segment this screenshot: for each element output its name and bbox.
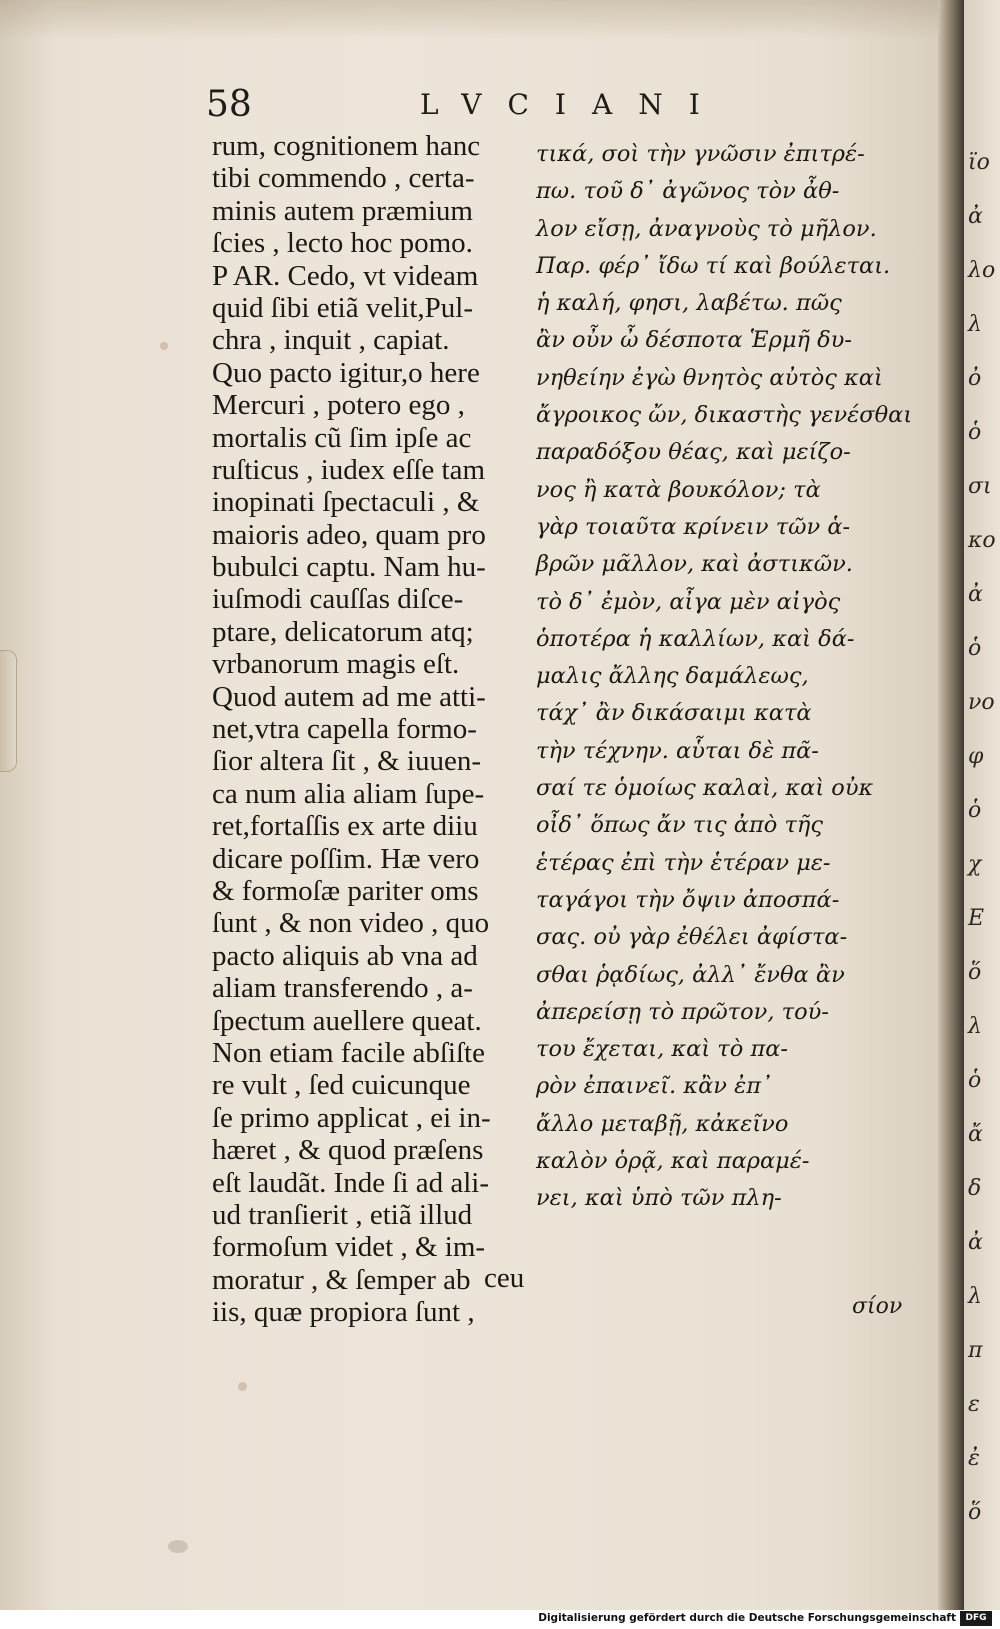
facing-page-fragment: φ (968, 744, 984, 769)
latin-text-line: hæret , & quod præſens (212, 1134, 484, 1167)
facing-page-fragment: ἀ (968, 204, 983, 229)
facing-page-fragment: ϊο (968, 150, 990, 175)
facing-page-fragment: ε (968, 1392, 980, 1417)
latin-text-line: P AR. Cedo, vt videam (212, 259, 479, 292)
greek-text-line: ὁποτέρα ἡ καλλίων, καὶ δά- (536, 625, 855, 652)
latin-text-line: ruſticus , iudex eſſe tam (212, 453, 486, 486)
greek-text-line: νηθείην ἐγὼ θνητὸς αὐτὸς καὶ (536, 364, 883, 391)
latin-text-line: ſe primo applicat , ei in- (212, 1101, 491, 1134)
facing-page-fragment: σι (968, 474, 992, 499)
facing-page-fragment: ὁ (968, 636, 982, 661)
latin-text-line: ret,fortaſſis ex arte diiu (212, 810, 478, 843)
latin-text-line: iuſmodi cauſſas diſce- (212, 583, 464, 616)
greek-text-line: ἂν οὖν ὦ δέσποτα Ἑρμῆ δυ- (536, 327, 852, 354)
facing-page-fragment: π (968, 1338, 983, 1363)
greek-text-line: ταγάγοι τὴν ὄψιν ἀποσπά- (536, 886, 840, 913)
latin-text-line: ſcies , lecto hoc pomo. (212, 227, 473, 260)
dfg-logo: DFG (960, 1611, 992, 1626)
greek-text-line: του ἔχεται, καὶ τὸ πα- (536, 1036, 789, 1063)
greek-text-line: ἡ καλή, φησι, λαβέτω. πῶς (536, 290, 842, 317)
page-shadow (0, 0, 958, 40)
latin-text-line: moratur , & ſemper ab (212, 1263, 471, 1296)
latin-text-line: ud tranſierit , etiã illud (212, 1198, 473, 1231)
greek-text-line: τάχ᾽ ἂν δικάσαιμι κατὰ (536, 700, 812, 727)
latin-text-line: Quo pacto igitur,o here (212, 356, 480, 389)
facing-page-fragment: ὅ (968, 960, 982, 985)
latin-text-column (212, 130, 532, 1328)
latin-text-line: aliam transferendo , a- (212, 972, 473, 1005)
latin-text-line: & formoſæ pariter oms (212, 874, 479, 907)
greek-text-line: τὸ δ᾽ ἐμὸν, αἶγα μὲν αἰγὸς (536, 588, 841, 615)
greek-text-line: τὴν τέχνην. αὗται δὲ πᾶ- (536, 737, 819, 764)
greek-text-line: σας. οὐ γὰρ ἐθέλει ἀφίστα- (536, 924, 848, 951)
latin-text-line: chra , inquit , capiat. (212, 324, 450, 357)
facing-page-fragment: δ (968, 1176, 982, 1201)
paper-blemish (168, 1540, 188, 1553)
latin-text-line: net,vtra capella formo- (212, 713, 477, 746)
book-gutter (938, 0, 964, 1610)
latin-text-line: quid ſibi etiã velit,Pul- (212, 291, 473, 324)
latin-text-line: formoſum videt , & im- (212, 1231, 486, 1264)
ink-stain (160, 342, 168, 350)
latin-text-line: minis autem præmium (212, 194, 473, 227)
greek-catchword: σίον (852, 1294, 903, 1319)
greek-text-line: ρὸν ἐπαινεῖ. κἂν ἐπ᾽ (536, 1073, 773, 1100)
latin-text-line: vrbanorum magis eſt. (212, 648, 460, 681)
latin-text-line: eſt laudãt. Inde ſi ad ali- (212, 1166, 490, 1199)
greek-text-line: καλὸν ὁρᾷ, καὶ παραμέ- (536, 1148, 810, 1175)
greek-text-line: Παρ. φέρ᾽ ἴδω τί καὶ βούλεται. (536, 252, 891, 279)
facing-page-fragment: χ (968, 852, 982, 877)
latin-text-line: ſpectum auellere queat. (212, 1004, 482, 1037)
latin-text-line: dicare poſſim. Hæ vero (212, 842, 480, 875)
facing-page-fragment: λο (968, 258, 996, 283)
greek-text-line: γὰρ τοιαῦτα κρίνειν τῶν ἁ- (536, 513, 851, 540)
latin-text-line: re vult , ſed cuicunque (212, 1069, 471, 1102)
running-head: LVCIANI (420, 88, 726, 121)
greek-text-line: ἄγροικος ὤν, δικαστὴς γενέσθαι (536, 402, 913, 429)
facing-page-fragment: Ε (968, 906, 985, 931)
greek-text-line: λον εἴσῃ, ἀναγνοὺς τὸ μῆλον. (536, 215, 877, 242)
greek-text-line: μαλις ἄλλης δαμάλεως, (536, 663, 809, 690)
latin-text-line: mortalis cũ ſim ipſe ac (212, 421, 472, 454)
facing-page-fragment: ὁ (968, 1068, 982, 1093)
facing-page-fragment: ὁ (968, 798, 982, 823)
greek-text-line: σθαι ῥᾳδίως, ἀλλ᾽ ἔνθα ἂν (536, 961, 845, 988)
greek-text-line: ἀπερείσῃ τὸ πρῶτον, τού- (536, 998, 829, 1025)
facing-page-fragment: κο (968, 528, 996, 553)
latin-text-line: inopinati ſpectaculi , & (212, 486, 480, 519)
greek-text-line: σαί τε ὁμοίως καλαὶ, καὶ οὐκ (536, 775, 874, 802)
facing-page-fragment: ὅ (968, 1500, 982, 1525)
greek-text-line: οἶδ᾽ ὅπως ἄν τις ἀπὸ τῆς (536, 812, 824, 839)
page-number: 58 (206, 84, 252, 125)
latin-text-line: bubulci captu. Nam hu- (212, 551, 486, 584)
latin-text-line: pacto aliquis ab vna ad (212, 939, 478, 972)
latin-text-line: maioris adeo, quam pro (212, 518, 486, 551)
greek-text-column (536, 136, 916, 1218)
facing-page-fragment: λ (968, 1014, 982, 1039)
facing-page-fragment: ὀ (968, 366, 982, 391)
latin-text-line: Non etiam facile abſiſte (212, 1036, 485, 1069)
latin-text-line: ſunt , & non video , quo (212, 907, 490, 940)
greek-text-line: παραδόξου θέας, καὶ μείζο- (536, 439, 851, 466)
latin-catchword: ceu (484, 1262, 525, 1294)
funding-credit: Digitalisierung gefördert durch die Deutsche Forschungsgemeinschaft (538, 1612, 956, 1624)
facing-page-fragment: ἄ (968, 1122, 983, 1147)
greek-text-line: νος ἢ κατὰ βουκόλον; τὰ (536, 476, 821, 503)
facing-page-fragment: νο (968, 690, 995, 715)
greek-text-line: τικά, σοὶ τὴν γνῶσιν ἐπιτρέ- (536, 141, 865, 167)
facing-page-fragment: λ (968, 312, 982, 337)
latin-text-line: ptare, delicatorum atq; (212, 615, 474, 648)
greek-text-line: ἑτέρας ἐπὶ τὴν ἑτέραν με- (536, 849, 831, 876)
facing-page-fragment: λ (968, 1284, 982, 1309)
latin-text-line: ſior altera ſit , & iuuen- (212, 745, 481, 778)
page-clip-tab (0, 650, 17, 772)
facing-page-fragment: ἀ (968, 582, 983, 607)
facing-page-fragment: ἐ (968, 1446, 980, 1471)
facing-page-fragment: ὁ (968, 420, 982, 445)
latin-text-line: Quod autem ad me atti- (212, 680, 486, 713)
latin-text-line: ca num alia aliam ſupe- (212, 777, 485, 810)
greek-text-line: νει, καὶ ὑπὸ τῶν πλη- (536, 1185, 782, 1212)
facing-page-fragment: ἀ (968, 1230, 983, 1255)
latin-text-line: tibi commendo , certa- (212, 162, 475, 195)
greek-text-line: ἄλλο μεταβῇ, κἀκεῖνο (536, 1110, 789, 1137)
greek-text-line: πω. τοῦ δ᾽ ἀγῶνος τὸν ἆθ- (536, 178, 840, 205)
latin-text-line: iis, quæ propiora ſunt , (212, 1296, 475, 1329)
greek-text-line: βρῶν μᾶλλον, καὶ ἀστικῶν. (536, 551, 853, 578)
ink-stain (238, 1382, 247, 1391)
latin-text-line: rum, cognitionem hanc (212, 130, 481, 162)
latin-text-line: Mercuri , potero ego , (212, 389, 465, 422)
